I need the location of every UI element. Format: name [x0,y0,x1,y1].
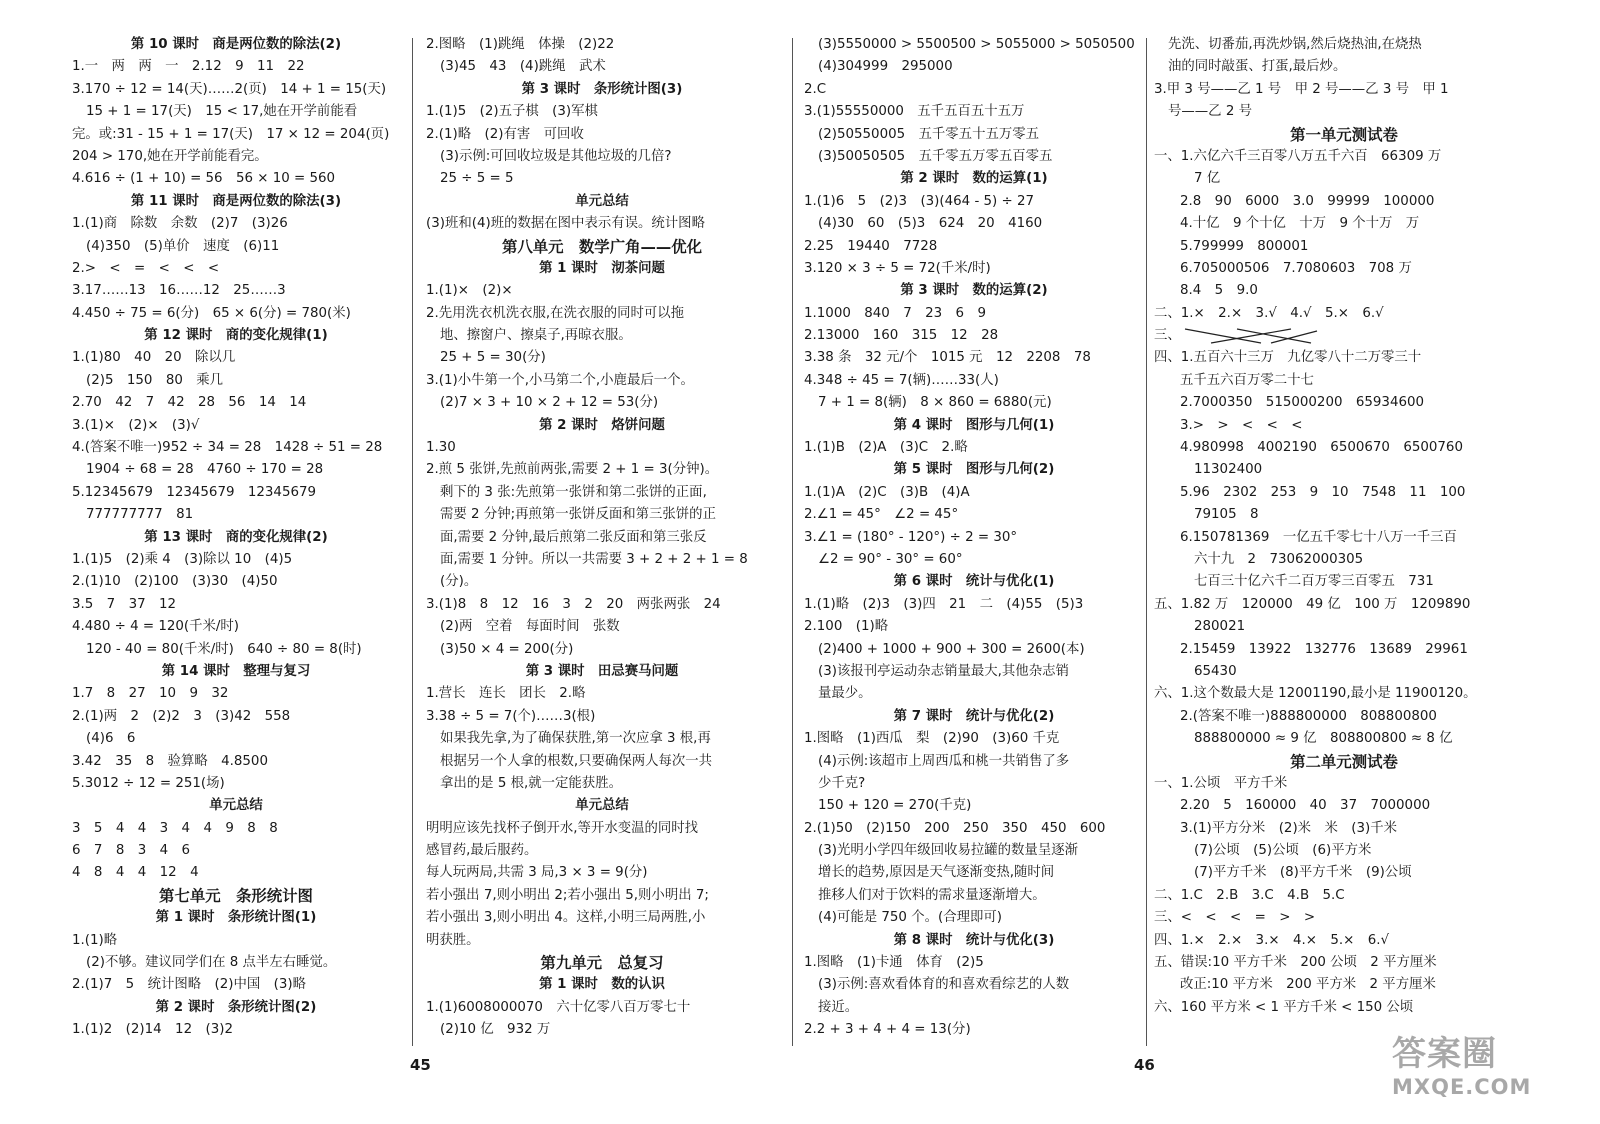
answer-line: 如果我先拿,为了确保获胜,第一次应拿 3 根,再 [440,731,711,747]
answer-line: (2)50550005 五千零五十五万零五 [818,126,1040,142]
section-heading: 第 1 课时 沏茶问题 [539,260,665,276]
answer-line: 120 - 40 = 80(千米/时) 640 ÷ 80 = 8(时) [86,641,362,657]
watermark-logo-text: 答案圈 [1392,1034,1497,1074]
answer-line: 二、1.× 2.× 3.√ 4.√ 5.× 6.√ [1154,305,1384,321]
answer-line: (2)5 150 80 乘几 [86,372,224,388]
answer-line: 1.(1)6 5 (2)3 (3)(464 - 5) ÷ 27 [804,193,1035,209]
answer-line: 感冒药,最后服药。 [426,843,538,859]
answer-line: 2.25 19440 7728 [804,238,938,254]
answer-line: 204 > 170,她在开学前能看完。 [72,148,268,164]
answer-line: 3.38 ÷ 5 = 7(个)……3(根) [426,708,596,724]
section-heading: 第七单元 条形统计图 [159,886,313,905]
answer-line: 5.3012 ÷ 12 = 251(场) [72,775,225,791]
answer-line: 若小强出 7,则小明出 2;若小强出 5,则小明出 7; [426,887,709,903]
answer-line: 2.20 5 160000 40 37 7000000 [1180,798,1431,814]
answer-line: 1.一 两 两 一 2.12 9 11 22 [72,59,305,75]
answer-line: 六、160 平方米 < 1 平方千米 < 150 公顷 [1154,999,1414,1015]
answer-line: (3)50050505 五千零五万零五百零五 [818,148,1053,164]
answer-line: 2.(1)50 (2)150 200 250 350 450 600 [804,820,1106,836]
answer-line: (3)45 43 (4)跳绳 武术 [440,59,606,75]
answer-line: 6 7 8 3 4 6 [72,843,191,859]
answer-line: 剩下的 3 张:先煎第一张饼和第二张饼的正面, [440,484,707,500]
answer-line: 1.(1)略 [72,932,118,948]
section-heading: 单元总结 [209,798,263,814]
answer-line: 2.(1)10 (2)100 (3)30 (4)50 [72,574,278,590]
answer-line: 25 ÷ 5 = 5 [440,171,514,187]
answer-line: (4)可能是 750 个。(合理即可) [818,910,1003,926]
column-divider [1146,38,1147,1046]
answer-line: 1.(1)5 (2)乘 4 (3)除以 10 (4)5 [72,551,293,567]
answer-line: 六十九 2 73062000305 [1194,551,1364,567]
answer-line: 接近。 [818,999,859,1015]
answer-line: 3.5 7 37 12 [72,596,177,612]
answer-line: 地、擦窗户、擦桌子,再晾衣服。 [440,328,632,344]
answer-line: 1.30 [426,440,456,456]
section-heading: 第 3 课时 数的运算(2) [900,283,1048,299]
answer-line: 推移人们对于饮料的需求量逐渐增大。 [818,887,1046,903]
answer-line: (2)10 亿 932 万 [440,1022,551,1038]
answer-line: 1.(1)5 (2)五子棋 (3)军棋 [426,104,598,120]
answer-line: 2.(答案不唯一)888800000 808800800 [1180,708,1437,724]
answer-line: 四、1.五百六十三万 九亿零八十二万零三十 [1154,350,1422,366]
answer-line: (3)5550000 > 5500500 > 5055000 > 5050500 [818,37,1135,52]
answer-line: 6.150781369 一亿五千零七十八万一千三百 [1180,529,1457,545]
answer-line: 每人玩两局,共需 3 局,3 × 3 = 9(分) [426,865,648,881]
page-number-left: 45 [410,1056,431,1074]
answer-line: (2)400 + 1000 + 900 + 300 = 2600(本) [818,641,1085,657]
answer-line: 1.营长 连长 团长 2.略 [426,686,586,702]
answer-line: (4)6 6 [86,731,136,747]
answer-line: 4 8 4 4 12 4 [72,865,199,881]
answer-line: 1.(1)6008000070 六十亿零八百万零七十 [426,999,691,1015]
answer-column-2 [426,34,778,1042]
section-heading: 第二单元测试卷 [1290,752,1398,771]
answer-line: 若小强出 3,则小明出 4。这样,小明三局两胜,小 [426,910,706,926]
answer-line: 五、1.82 万 120000 49 亿 100 万 1209890 [1154,596,1471,612]
answer-line: 4.616 ÷ (1 + 10) = 56 56 × 10 = 560 [72,171,336,187]
answer-line: 1.图略 (1)西瓜 梨 (2)90 (3)60 千克 [804,731,1060,747]
answer-line: 6.705000506 7.7080603 708 万 [1180,260,1412,276]
answer-line: 五千五六百万零二十七 [1180,372,1314,388]
answer-line: (3)示例:可回收垃圾是其他垃圾的几倍? [440,148,672,164]
section-heading: 第 1 课时 条形统计图(1) [155,910,317,926]
section-heading: 第九单元 总复习 [540,954,664,973]
answer-line: 一、1.公顷 平方千米 [1154,775,1288,791]
answer-line: 777777777 81 [86,507,194,523]
answer-line: (4)350 (5)单价 速度 (6)11 [86,238,280,254]
section-heading: 第 3 课时 条形统计图(3) [521,81,683,97]
answer-line: 1.(1)A (2)C (3)B (4)A [804,484,970,500]
answer-line: 2.> < = < < < [72,260,220,276]
answer-column-4 [1154,34,1534,1019]
answer-line: (分)。 [440,574,478,590]
answer-line: 2.100 (1)略 [804,619,889,635]
answer-line: 3.120 × 3 ÷ 5 = 72(千米/时) [804,260,991,276]
answer-line: (7)公顷 (5)公顷 (6)平方米 [1194,843,1372,859]
answer-line: 量最少。 [818,686,872,702]
watermark-logo [1392,1026,1582,1118]
answer-line: 3.42 35 8 验算略 4.8500 [72,753,268,769]
section-heading: 单元总结 [575,798,629,814]
answer-line: 3 5 4 4 3 4 4 9 8 8 [72,820,278,836]
answer-line: 2.7000350 515000200 65934600 [1180,395,1425,411]
section-heading: 第 13 课时 商的变化规律(2) [144,529,328,545]
answer-line: 3.(1)平方分米 (2)米 米 (3)千米 [1180,820,1397,836]
column-divider [792,38,793,1046]
page-number-right: 46 [1134,1056,1155,1074]
answer-line: (3)50 × 4 = 200(分) [440,641,574,657]
answer-line: 2.(1)7 5 统计图略 (2)中国 (3)略 [72,977,307,993]
answer-line: 888800000 ≈ 9 亿 808800800 ≈ 8 亿 [1194,731,1453,747]
answer-line: 1.(1)2 (2)14 12 (3)2 [72,1022,233,1038]
answer-line: 3.17……13 16……12 25……3 [72,283,286,299]
answer-line: 一、1.六亿六千三百零八万五千六百 66309 万 [1154,148,1442,164]
answer-line: 4.(答案不唯一)952 ÷ 34 = 28 1428 ÷ 51 = 28 [72,440,383,456]
answer-line: 5.96 2302 253 9 10 7548 11 100 [1180,484,1466,500]
answer-line: 11302400 [1194,462,1263,478]
answer-line: 2.70 42 7 42 28 56 14 14 [72,395,307,411]
answer-line: (4)示例:该超市上周西瓜和桃一共销售了多 [818,753,1070,769]
answer-line: 1.(1)商 除数 余数 (2)7 (3)26 [72,216,288,232]
answer-line: 明明应该先找杯子倒开水,等开水变温的同时找 [426,820,699,836]
section-heading: 第 2 课时 条形统计图(2) [155,999,317,1015]
section-heading: 第 8 课时 统计与优化(3) [893,932,1055,948]
answer-line: 280021 [1194,619,1246,635]
answer-line: 3.> > < < < [1180,417,1303,433]
answer-line: 根据另一个人拿的根数,只要确保两人每次一共 [440,753,713,769]
section-heading: 第 14 课时 整理与复习 [161,663,311,679]
answer-line: 2.先用洗衣机洗衣服,在洗衣服的同时可以拖 [426,305,685,321]
answer-line: 3.(1)× (2)× (3)√ [72,417,200,433]
section-heading: 单元总结 [575,193,629,209]
answer-line: 1904 ÷ 68 = 28 4760 ÷ 170 = 28 [86,462,324,478]
section-heading: 第 3 课时 田忌赛马问题 [525,663,679,679]
answer-line: 五、错误:10 平方千米 200 公顷 2 平方厘米 [1154,955,1437,971]
answer-line: 79105 8 [1194,507,1259,523]
answer-line: (2)7 × 3 + 10 × 2 + 12 = 53(分) [440,395,659,411]
answer-line: 2.(1)两 2 (2)2 3 (3)42 558 [72,708,291,724]
answer-line: 8.4 5 9.0 [1180,283,1258,299]
answer-line: 65430 [1194,663,1237,679]
answer-line: 2.8 90 6000 3.0 99999 100000 [1180,193,1435,209]
answer-line: 4.十亿 9 个十亿 十万 9 个十万 万 [1180,216,1420,232]
watermark-url: MXQE.COM [1392,1075,1532,1099]
answer-line: 2.13000 160 315 12 28 [804,328,999,344]
answer-line: 号——乙 2 号 [1168,104,1252,120]
answer-line: 15 + 1 = 17(天) 15 < 17,她在开学前能看 [86,104,358,120]
answer-line: 二、1.C 2.B 3.C 4.B 5.C [1154,887,1345,903]
answer-line: (3)光明小学四年级回收易拉罐的数量呈逐渐 [818,843,1078,859]
section-heading: 第 11 课时 商是两位数的除法(3) [130,193,342,209]
answer-line: 2.15459 13922 132776 13689 29961 [1180,641,1468,657]
answer-line: 3.甲 3 号——乙 1 号 甲 2 号——乙 3 号 甲 1 [1154,81,1449,97]
answer-line: 1.(1)80 40 20 除以几 [72,350,236,366]
answer-line: 1.图略 (1)卡通 体育 (2)5 [804,955,984,971]
answer-line: 2.∠1 = 45° ∠2 = 45° [804,507,959,523]
answer-line: 增长的趋势,原因是天气逐渐变热,随时间 [818,865,1055,881]
answer-line: (2)两 空着 每面时间 张数 [440,619,620,635]
answer-line: 3.(1)小牛第一个,小马第二个,小鹿最后一个。 [426,372,694,388]
answer-line: 7 亿 [1194,171,1221,187]
column-divider [412,38,413,1046]
matching-lines-drawing [1181,325,1321,347]
answer-line: ∠2 = 90° - 30° = 60° [818,551,963,567]
section-heading: 第 2 课时 烙饼问题 [539,417,665,433]
answer-line: 150 + 120 = 270(千克) [818,798,972,814]
answer-line: (7)平方千米 (8)平方千米 (9)公顷 [1194,865,1412,881]
answer-line: 七百三十亿六千二百万零三百零五 731 [1194,574,1434,590]
answer-line: 7 + 1 = 8(辆) 8 × 860 = 6880(元) [818,395,1052,411]
section-heading: 第 5 课时 图形与几何(2) [893,462,1055,478]
section-heading: 第一单元测试卷 [1290,125,1398,144]
answer-line: (3)示例:喜欢看体育的和喜欢看综艺的人数 [818,977,1070,993]
answer-line: 3.38 条 32 元/个 1015 元 12 2208 78 [804,350,1091,366]
answer-line: 1.(1)B (2)A (3)C 2.略 [804,440,968,456]
answer-line: 5.12345679 12345679 12345679 [72,484,317,500]
answer-line: 油的同时敲蛋、打蛋,最后炒。 [1168,59,1347,75]
answer-line: 1.(1)× (2)× [426,283,513,299]
answer-line [1154,325,1534,347]
answer-line: 拿出的是 5 根,就一定能获胜。 [440,775,622,791]
answer-line: 5.799999 800001 [1180,238,1309,254]
answer-line: (2)不够。建议同学们在 8 点半左右睡觉。 [86,955,337,971]
answer-line: 4.480 ÷ 4 = 120(千米/时) [72,619,240,635]
answer-line: 3.170 ÷ 12 = 14(天)……2(页) 14 + 1 = 15(天) [72,81,387,97]
answer-line: 完。或:31 - 15 + 1 = 17(天) 17 × 12 = 204(页) [72,126,390,142]
answer-line: 3.∠1 = (180° - 120°) ÷ 2 = 30° [804,529,1018,545]
answer-line: 2.C [804,81,827,97]
answer-column-1 [72,34,400,1042]
answer-line: 少千克? [818,775,866,791]
section-heading: 第八单元 数学广角——优化 [501,237,703,256]
answer-line: 4.980998 4002190 6500670 6500760 [1180,440,1463,456]
answer-column-3 [804,34,1144,1042]
section-heading: 第 6 课时 统计与优化(1) [893,574,1055,590]
answer-line: 1.7 8 27 10 9 32 [72,686,229,702]
answer-line: 需要 2 分钟;再煎第一张饼反面和第三张饼的正 [440,507,716,523]
section-heading: 第 7 课时 统计与优化(2) [893,708,1055,724]
answer-line: 2.2 + 3 + 4 + 4 = 13(分) [804,1022,971,1038]
answer-line: 改正:10 平方米 200 平方米 2 平方厘米 [1180,977,1436,993]
answer-line: (3)班和(4)班的数据在图中表示有误。统计图略 [426,216,705,232]
section-heading: 第 2 课时 数的运算(1) [900,171,1048,187]
answer-line: 1.(1)略 (2)3 (3)四 21 二 (4)55 (5)3 [804,596,1084,612]
answer-line: 四、1.× 2.× 3.× 4.× 5.× 6.√ [1154,932,1390,948]
answer-line: 2.煎 5 张饼,先煎前两张,需要 2 + 1 = 3(分钟)。 [426,462,719,478]
answer-line: 面,需要 1 分钟。所以一共需要 3 + 2 + 2 + 1 = 8 [440,551,748,567]
answer-line: 六、1.这个数最大是 12001190,最小是 11900120。 [1154,686,1477,702]
answer-line: (3)该报刊亭运动杂志销量最大,其他杂志销 [818,663,1069,679]
answer-line: 2.(1)略 (2)有害 可回收 [426,126,584,142]
section-heading: 第 1 课时 数的认识 [539,977,665,993]
answer-line: (4)304999 295000 [818,59,953,75]
answer-line: 4.450 ÷ 75 = 6(分) 65 × 6(分) = 780(米) [72,305,351,321]
answer-line: 3.(1)8 8 12 16 3 2 20 两张两张 24 [426,596,721,612]
answer-line: 三、< < < = > > [1154,910,1316,926]
section-heading: 第 4 课时 图形与几何(1) [893,417,1055,433]
section-heading: 第 10 课时 商是两位数的除法(2) [130,37,342,52]
answer-line: 1.1000 840 7 23 6 9 [804,305,986,321]
question-label: 三、 [1154,328,1181,344]
answer-line: 先洗、切番茄,再洗炒锅,然后烧热油,在烧热 [1168,37,1422,52]
answer-line: 明获胜。 [426,932,480,948]
answer-line: 3.(1)55550000 五千五百五十五万 [804,104,1025,120]
answer-line: 2.图略 (1)跳绳 体操 (2)22 [426,37,615,52]
answer-line: 4.348 ÷ 45 = 7(辆)……33(人) [804,372,999,388]
answer-line: (4)30 60 (5)3 624 20 4160 [818,216,1043,232]
answer-line: 面,需要 2 分钟,最后煎第二张反面和第三张反 [440,529,707,545]
answer-line: 25 + 5 = 30(分) [440,350,546,366]
section-heading: 第 12 课时 商的变化规律(1) [144,328,328,344]
